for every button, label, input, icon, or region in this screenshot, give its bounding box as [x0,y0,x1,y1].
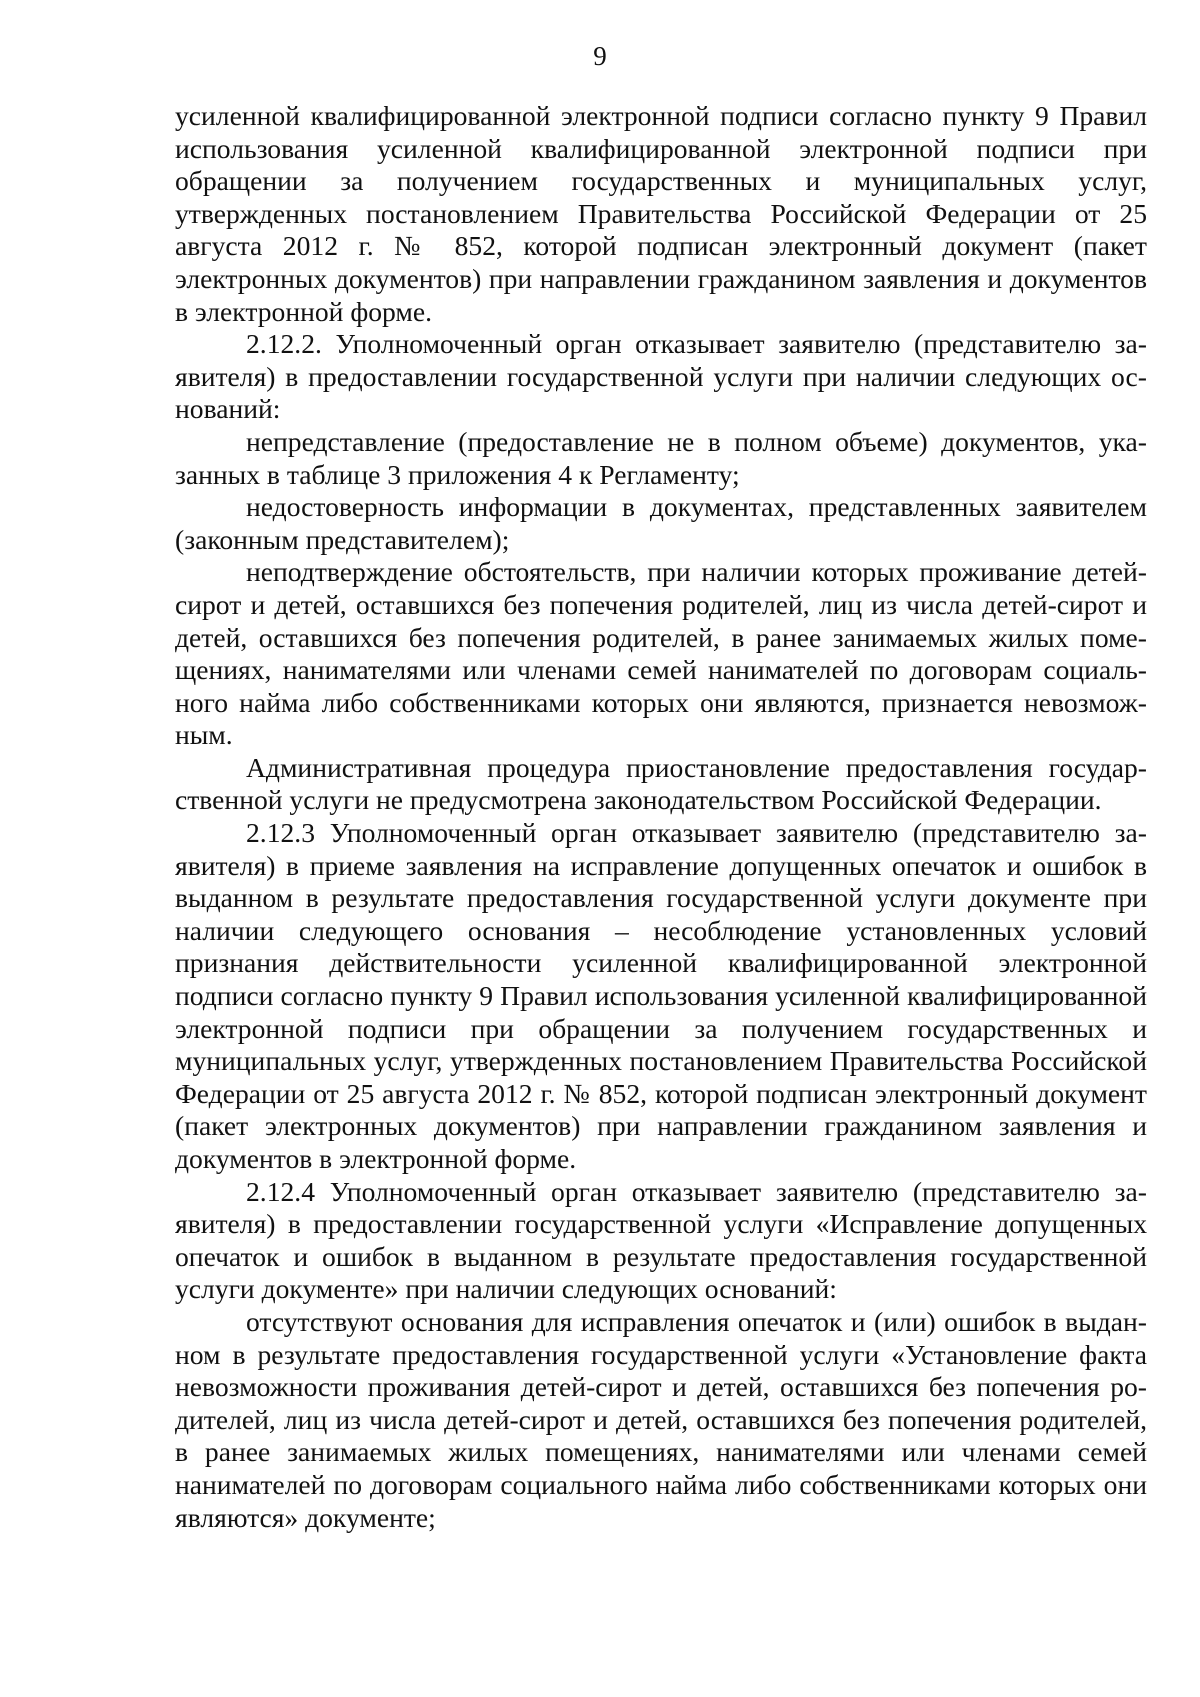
paragraph-missing-documents: непредставление (предоставление не в полном объеме) документов, указанных в таблице 3 приложения 4 к Регламенту; [175,425,1147,490]
document-body [175,100,1147,1534]
paragraph-no-grounds-correction: отсутствуют основания для исправления опечаток и (или) ошибок в выданном в результате предоставления государственной услуги «Установление факта невозможности проживания детей-сирот и детей, оставшихся без попечения родителей, лиц из числа детей-сирот и детей, оставшихся без попечения родителей, в ранее занимаемых жилых помещениях, нанимателями или членами семей нанимателей по договорам социального найма либо собственниками которых они являются» документе; [175,1305,1147,1533]
page-number: 9 [593,41,607,71]
paragraph-unconfirmed-circumstances: неподтверждение обстоятельств, при наличии которых проживание детей-сирот и детей, оставшихся без попечения родителей, лиц из числа детей-сирот и детей, оставшихся без попечения родителей, в ранее занимаемых жилых помещениях, нанимателями или членами семей нанимателей по договорам социального найма либо собственниками которых они являются, признается невозможным. [175,556,1147,751]
paragraph-signature-conditions: усиленной квалифицированной электронной подписи согласно пункту 9 Правил использования усиленной квалифицированной электронной подписи при обращении за получением государственных и муниципальных услуг, утвержденных постановлением Правительства Российской Федерации от 25 августа 2012 г. № 852, которой подписан электронный документ (пакет электронных документов) при направлении гражданином заявления и документов в электронной форме. [175,100,1147,327]
paragraph-2-12-2: 2.12.2. Уполномоченный орган отказывает заявителю (представителю заявителя) в предоставлении государственной услуги при наличии следующих оснований: [175,328,1147,425]
paragraph-2-12-4: 2.12.4 Уполномоченный орган отказывает заявителю (представителю заявителя) в предоставлении государственной услуги «Исправление допущенных опечаток и ошибок в выданном в результате предоставления государственной услуги документе» при наличии следующих оснований: [175,1175,1147,1305]
paragraph-unreliable-information: недостоверность информации в документах, представленных заявителем (законным представителем); [175,491,1147,555]
paragraph-suspension-not-provided: Административная процедура приостановление предоставления государственной услуги не предусмотрена законодательством Российской Федерации. [175,751,1147,816]
paragraph-2-12-3: 2.12.3 Уполномоченный орган отказывает заявителю (представителю заявителя) в приеме заявления на исправление допущенных опечаток и ошибок в выданном в результате предоставления государственной услуги документе при наличии следующего основания – несоблюдение установленных условий признания действительности усиленной квалифицированной электронной подписи согласно пункту 9 Правил использования усиленной квалифицированной электронной подписи при обращении за получением государственных и муниципальных услуг, утвержденных постановлением Правительства Российской Федерации от 25 августа 2012 г. № 852, которой подписан электронный документ (пакет электронных документов) при направлении гражданином заявления и документов в электронной форме. [175,817,1147,1174]
